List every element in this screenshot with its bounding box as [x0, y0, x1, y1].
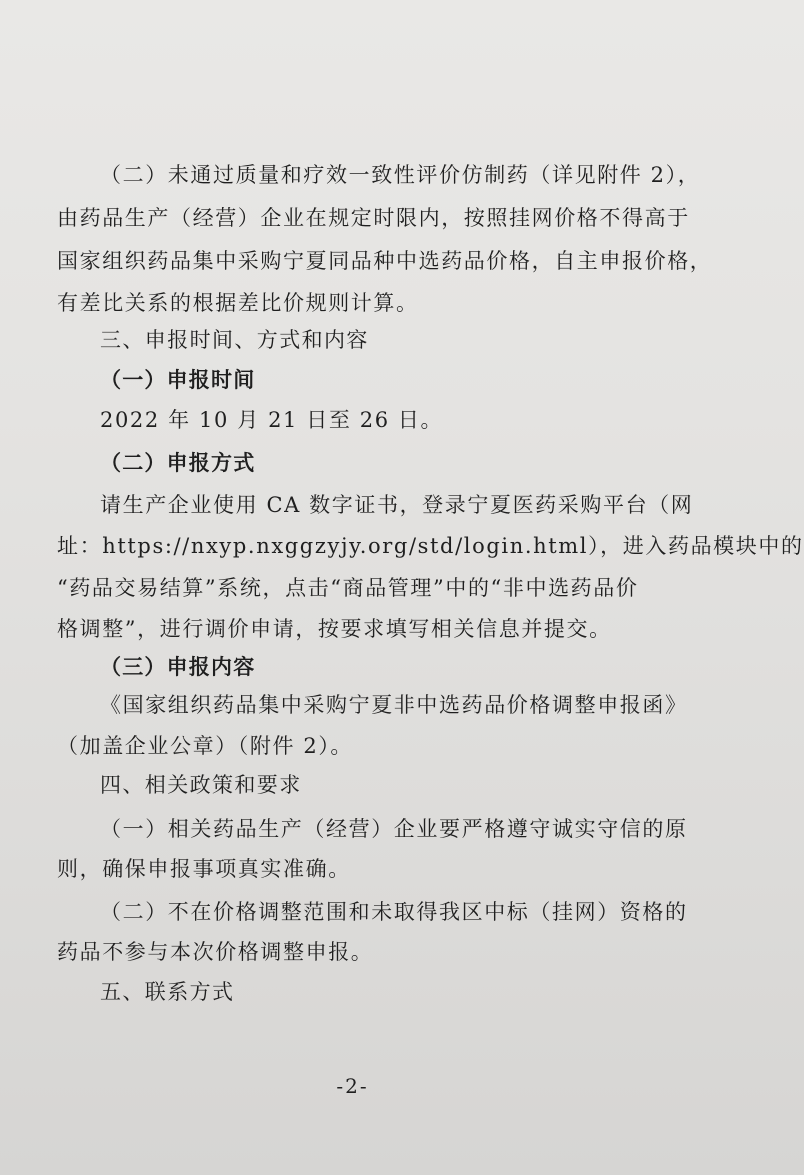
subsection-heading-submission-method: （二）申报方式: [100, 451, 256, 475]
subsection-heading-submission-content: （三）申报内容: [100, 655, 256, 679]
paragraph-line: “药品交易结算”系统，点击“商品管理”中的“非中选药品价: [57, 576, 639, 600]
paragraph-line: 请生产企业使用 CA 数字证书，登录宁夏医药采购平台（网: [100, 493, 694, 517]
submission-date-text: 2022 年 10 月 21 日至 26 日。: [100, 408, 444, 432]
paragraph-line: （二）未通过质量和疗效一致性评价仿制药（详见附件 2），: [100, 163, 701, 187]
section-heading-4: 四、相关政策和要求: [100, 773, 302, 797]
paragraph-line: （二）不在价格调整范围和未取得我区中标（挂网）资格的: [100, 900, 688, 924]
paragraph-line: 有差比关系的根据差比价规则计算。: [57, 291, 419, 315]
paragraph-line: 药品不参与本次价格调整申报。: [57, 940, 374, 964]
page-number: -2-: [336, 1074, 369, 1098]
paragraph-line: 《国家组织药品集中采购宁夏非中选药品价格调整申报函》: [100, 693, 688, 717]
paragraph-line: 格调整”，进行调价申请，按要求填写相关信息并提交。: [57, 617, 612, 641]
paragraph-line: （一）相关药品生产（经营）企业要严格遵守诚实守信的原: [100, 817, 688, 841]
paragraph-line: 址：https://nxyp.nxggzyjy.org/std/login.html），进入药品模块中的: [57, 534, 804, 558]
paragraph-line: 则，确保申报事项真实准确。: [57, 857, 351, 881]
section-heading-3: 三、申报时间、方式和内容: [100, 328, 369, 352]
section-heading-5: 五、联系方式: [100, 980, 235, 1004]
paragraph-line: 国家组织药品集中采购宁夏同品种中选药品价格，自主申报价格，: [57, 249, 713, 273]
subsection-heading-submission-time: （一）申报时间: [100, 368, 256, 392]
paragraph-line: 由药品生产（经营）企业在规定时限内，按照挂网价格不得高于: [57, 206, 690, 230]
paragraph-line: （加盖企业公章）（附件 2）。: [57, 734, 354, 758]
